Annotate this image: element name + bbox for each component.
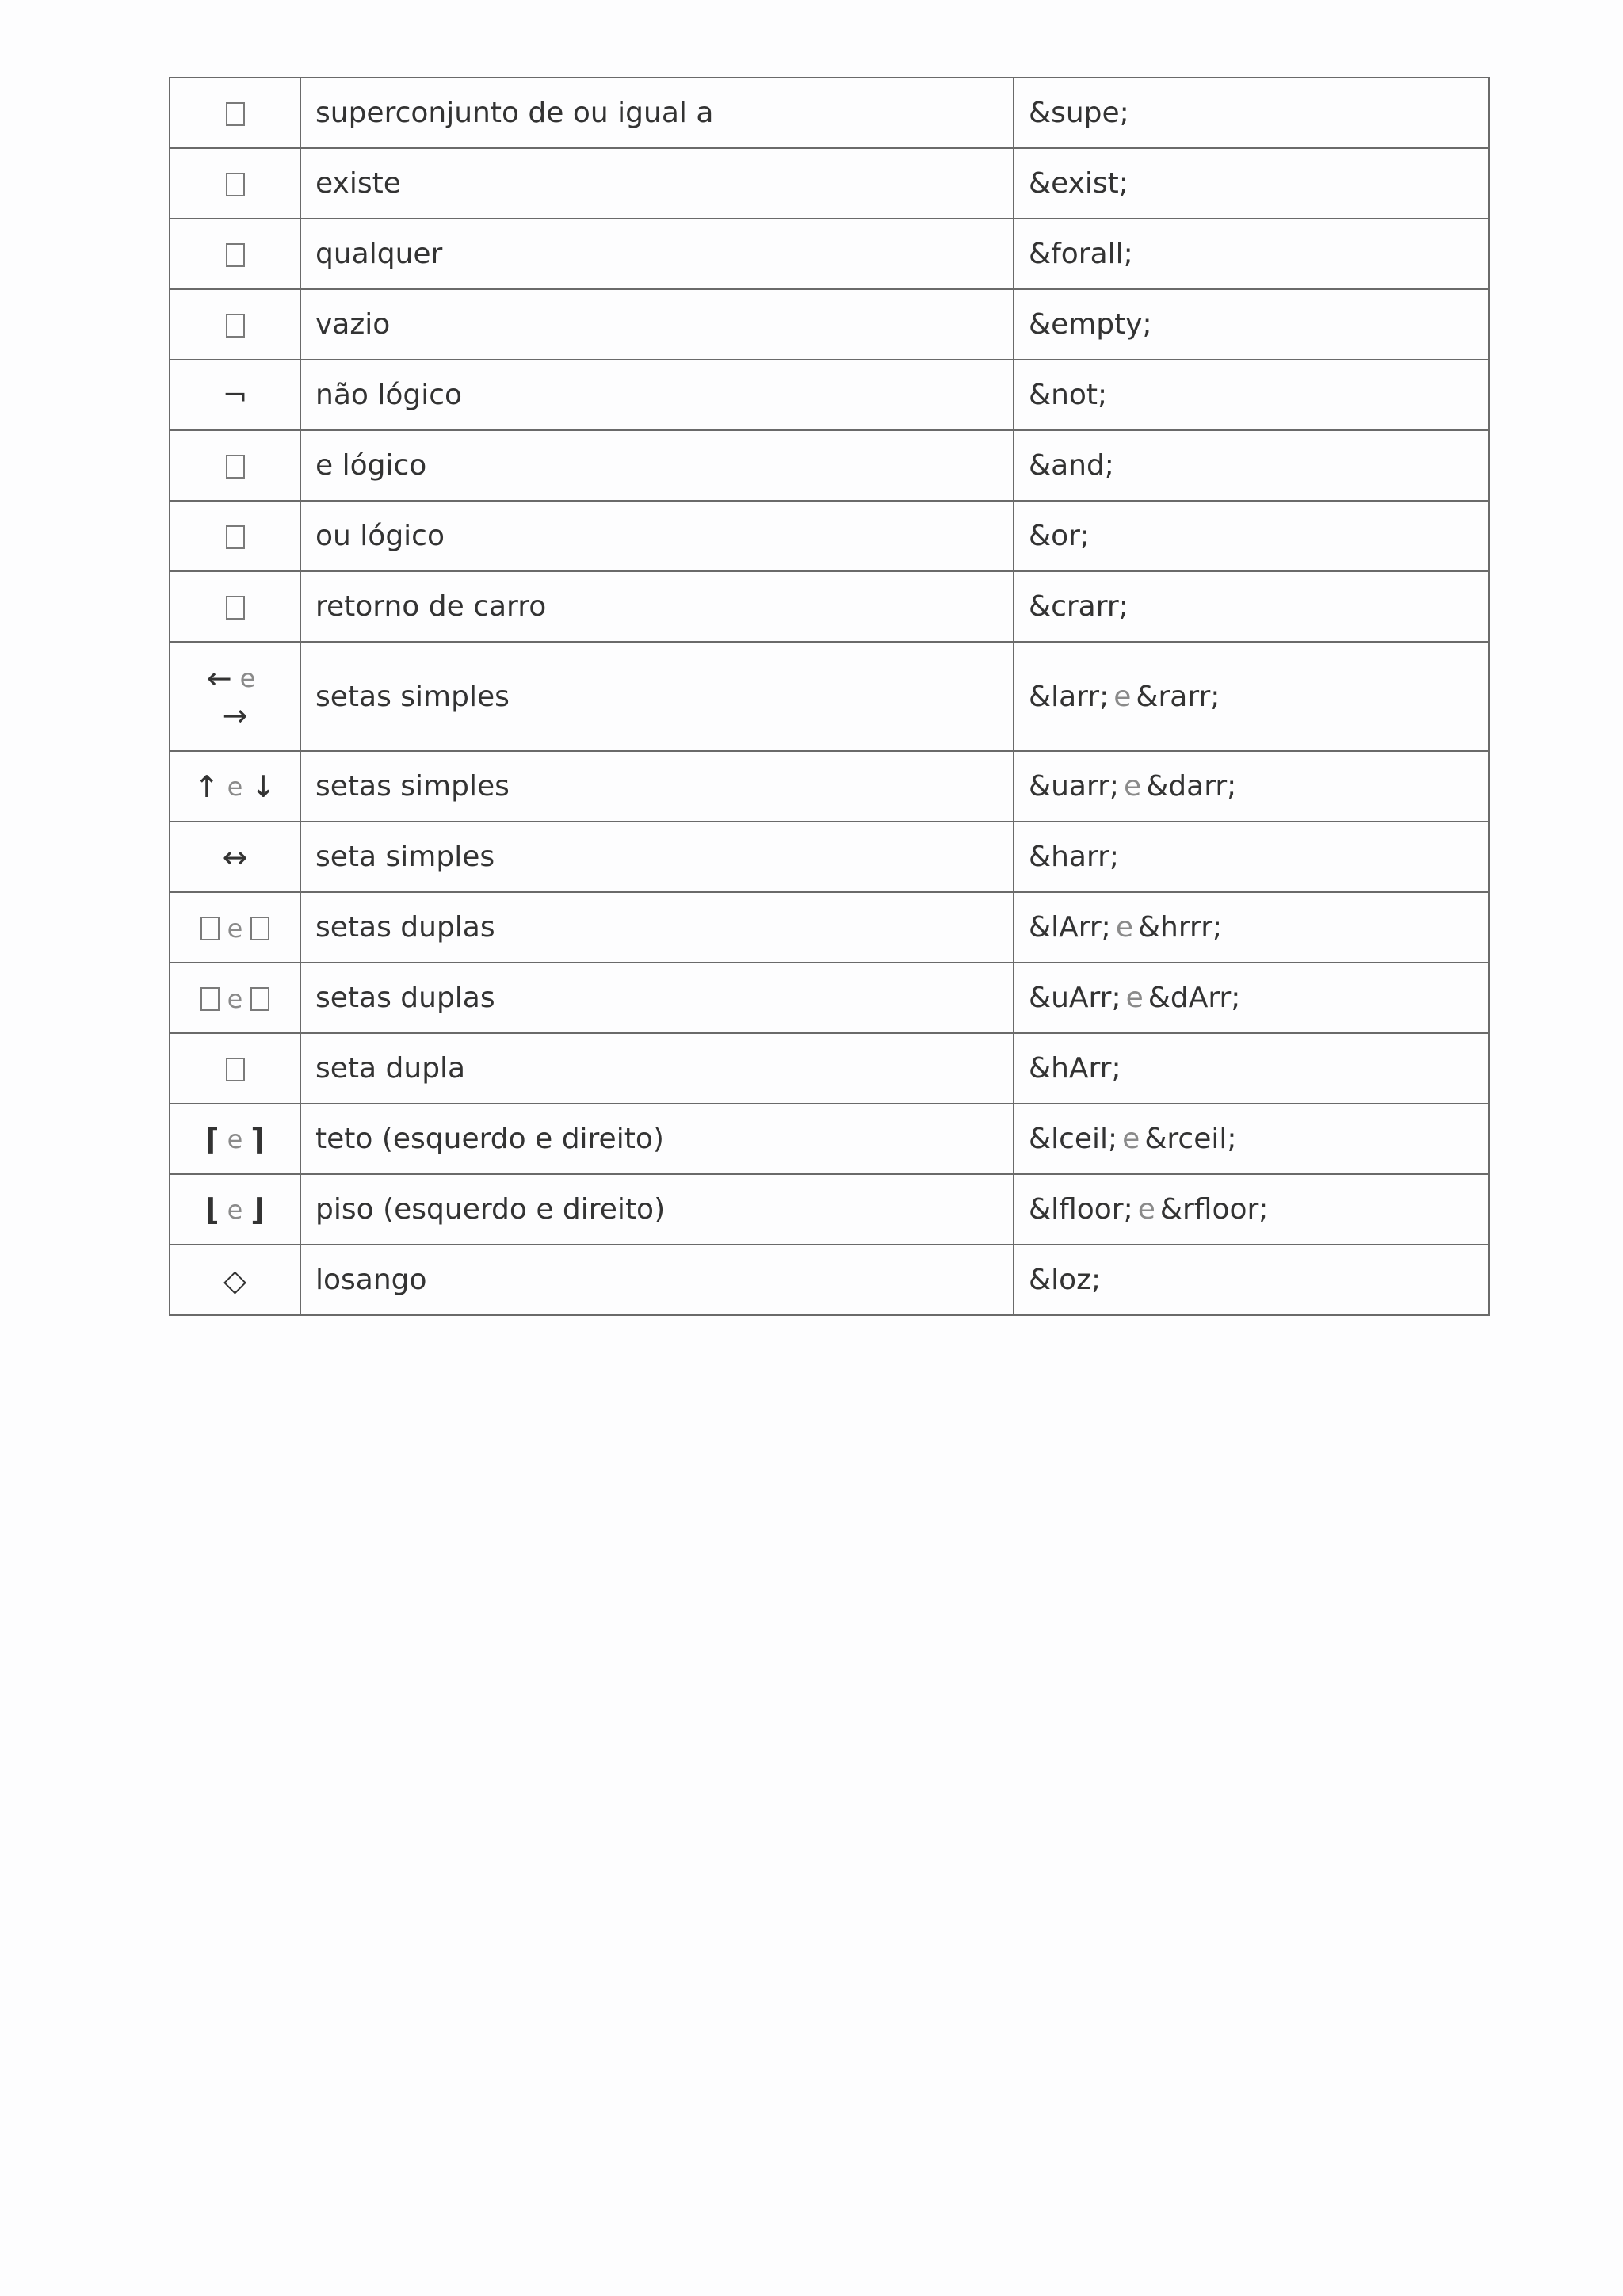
code-b: &rceil;	[1144, 1123, 1237, 1155]
missing-glyph-icon	[250, 987, 269, 1011]
up-arrow-icon: ↑	[193, 769, 220, 804]
table-row	[170, 642, 1489, 751]
table-row	[170, 148, 1489, 219]
code-b: &hrrr;	[1137, 911, 1223, 944]
code-cell	[1014, 892, 1489, 963]
symbol-stack	[207, 659, 264, 734]
symbol-cell	[170, 501, 300, 571]
code-cell	[1014, 642, 1489, 751]
code-b: &rfloor;	[1159, 1193, 1269, 1226]
table-row	[170, 501, 1489, 571]
code-a: &larr;	[1029, 680, 1109, 713]
missing-glyph-icon	[200, 987, 220, 1011]
table-row	[170, 78, 1489, 148]
lozenge-icon: ◇	[223, 1262, 247, 1298]
description-cell: setas simples	[300, 642, 1014, 751]
symbol-cell	[170, 1174, 300, 1245]
missing-glyph-icon	[250, 917, 269, 940]
table-row	[170, 1174, 1489, 1245]
missing-glyph-icon	[226, 173, 245, 196]
entity-table	[169, 77, 1490, 1316]
missing-glyph-icon	[226, 314, 245, 338]
description-cell: superconjunto de ou igual a	[300, 78, 1014, 148]
table-row	[170, 892, 1489, 963]
description-cell: seta dupla	[300, 1033, 1014, 1104]
code-cell: &forall;	[1014, 219, 1489, 289]
code-a: &uarr;	[1029, 770, 1120, 803]
symbol-cell	[170, 642, 300, 751]
description-cell: setas duplas	[300, 892, 1014, 963]
left-floor-icon: ⌊	[205, 1192, 220, 1227]
symbol-cell	[170, 430, 300, 501]
code-cell: &exist;	[1014, 148, 1489, 219]
table-row	[170, 1033, 1489, 1104]
symbol-cell	[170, 892, 300, 963]
description-cell: existe	[300, 148, 1014, 219]
missing-glyph-icon	[226, 455, 245, 479]
missing-glyph-icon	[226, 102, 245, 126]
code-b: &darr;	[1146, 770, 1237, 803]
symbol-cell	[170, 1104, 300, 1174]
symbol-cell	[170, 571, 300, 642]
table-row	[170, 219, 1489, 289]
code-cell: &or;	[1014, 501, 1489, 571]
code-b: &rarr;	[1136, 680, 1220, 713]
code-cell	[1014, 963, 1489, 1033]
symbol-conjunction: e	[239, 663, 256, 693]
code-cell: &supe;	[1014, 78, 1489, 148]
description-cell: não lógico	[300, 360, 1014, 430]
symbol-cell	[170, 360, 300, 430]
symbol-conjunction: e	[227, 1194, 243, 1225]
symbol-cell	[170, 751, 300, 822]
missing-glyph-icon	[226, 596, 245, 620]
missing-glyph-icon	[226, 525, 245, 549]
description-cell: losango	[300, 1245, 1014, 1315]
symbol-cell	[170, 822, 300, 892]
description-cell: e lógico	[300, 430, 1014, 501]
symbol-cell	[170, 78, 300, 148]
table-row	[170, 360, 1489, 430]
code-cell	[1014, 1174, 1489, 1245]
code-conjunction: e	[1113, 680, 1132, 713]
missing-glyph-icon	[226, 1058, 245, 1081]
left-ceiling-icon: ⌈	[205, 1121, 220, 1157]
right-ceiling-icon: ⌉	[250, 1121, 265, 1157]
code-cell: &hArr;	[1014, 1033, 1489, 1104]
code-cell: &crarr;	[1014, 571, 1489, 642]
symbol-cell	[170, 1033, 300, 1104]
code-b: &dArr;	[1148, 982, 1241, 1014]
code-cell: &not;	[1014, 360, 1489, 430]
description-cell: piso (esquerdo e direito)	[300, 1174, 1014, 1245]
down-arrow-icon: ↓	[250, 769, 277, 804]
symbol-cell	[170, 1245, 300, 1315]
code-conjunction: e	[1124, 770, 1142, 803]
missing-glyph-icon	[226, 243, 245, 267]
table-row	[170, 571, 1489, 642]
right-arrow-icon: →	[222, 698, 248, 733]
code-conjunction: e	[1137, 1193, 1155, 1226]
symbol-cell	[170, 219, 300, 289]
table-row	[170, 822, 1489, 892]
code-cell: &and;	[1014, 430, 1489, 501]
code-a: &lfloor;	[1029, 1193, 1133, 1226]
description-cell: setas simples	[300, 751, 1014, 822]
symbol-cell	[170, 148, 300, 219]
symbol-conjunction: e	[227, 1123, 243, 1154]
table-row	[170, 289, 1489, 360]
description-cell: qualquer	[300, 219, 1014, 289]
description-cell: retorno de carro	[300, 571, 1014, 642]
code-a: &uArr;	[1029, 982, 1121, 1014]
table-row	[170, 430, 1489, 501]
table-row	[170, 751, 1489, 822]
not-sign-icon: ¬	[222, 377, 248, 413]
symbol-cell	[170, 289, 300, 360]
description-cell: vazio	[300, 289, 1014, 360]
table-row	[170, 1104, 1489, 1174]
missing-glyph-icon	[200, 917, 220, 940]
code-conjunction: e	[1125, 982, 1144, 1014]
description-cell: seta simples	[300, 822, 1014, 892]
code-cell	[1014, 1104, 1489, 1174]
code-cell: &harr;	[1014, 822, 1489, 892]
code-conjunction: e	[1122, 1123, 1140, 1155]
symbol-conjunction: e	[227, 913, 243, 944]
description-cell: setas duplas	[300, 963, 1014, 1033]
symbol-conjunction: e	[227, 771, 243, 802]
right-floor-icon: ⌋	[250, 1192, 265, 1227]
table-row	[170, 1245, 1489, 1315]
code-cell: &empty;	[1014, 289, 1489, 360]
symbol-conjunction: e	[227, 984, 243, 1014]
description-cell: ou lógico	[300, 501, 1014, 571]
code-cell	[1014, 751, 1489, 822]
code-conjunction: e	[1115, 911, 1133, 944]
left-arrow-icon: ←	[206, 661, 232, 696]
code-a: &lArr;	[1029, 911, 1111, 944]
symbol-cell	[170, 963, 300, 1033]
code-a: &lceil;	[1029, 1123, 1118, 1155]
table-row	[170, 963, 1489, 1033]
code-cell: &loz;	[1014, 1245, 1489, 1315]
left-right-arrow-icon: ↔	[222, 839, 248, 875]
description-cell: teto (esquerdo e direito)	[300, 1104, 1014, 1174]
